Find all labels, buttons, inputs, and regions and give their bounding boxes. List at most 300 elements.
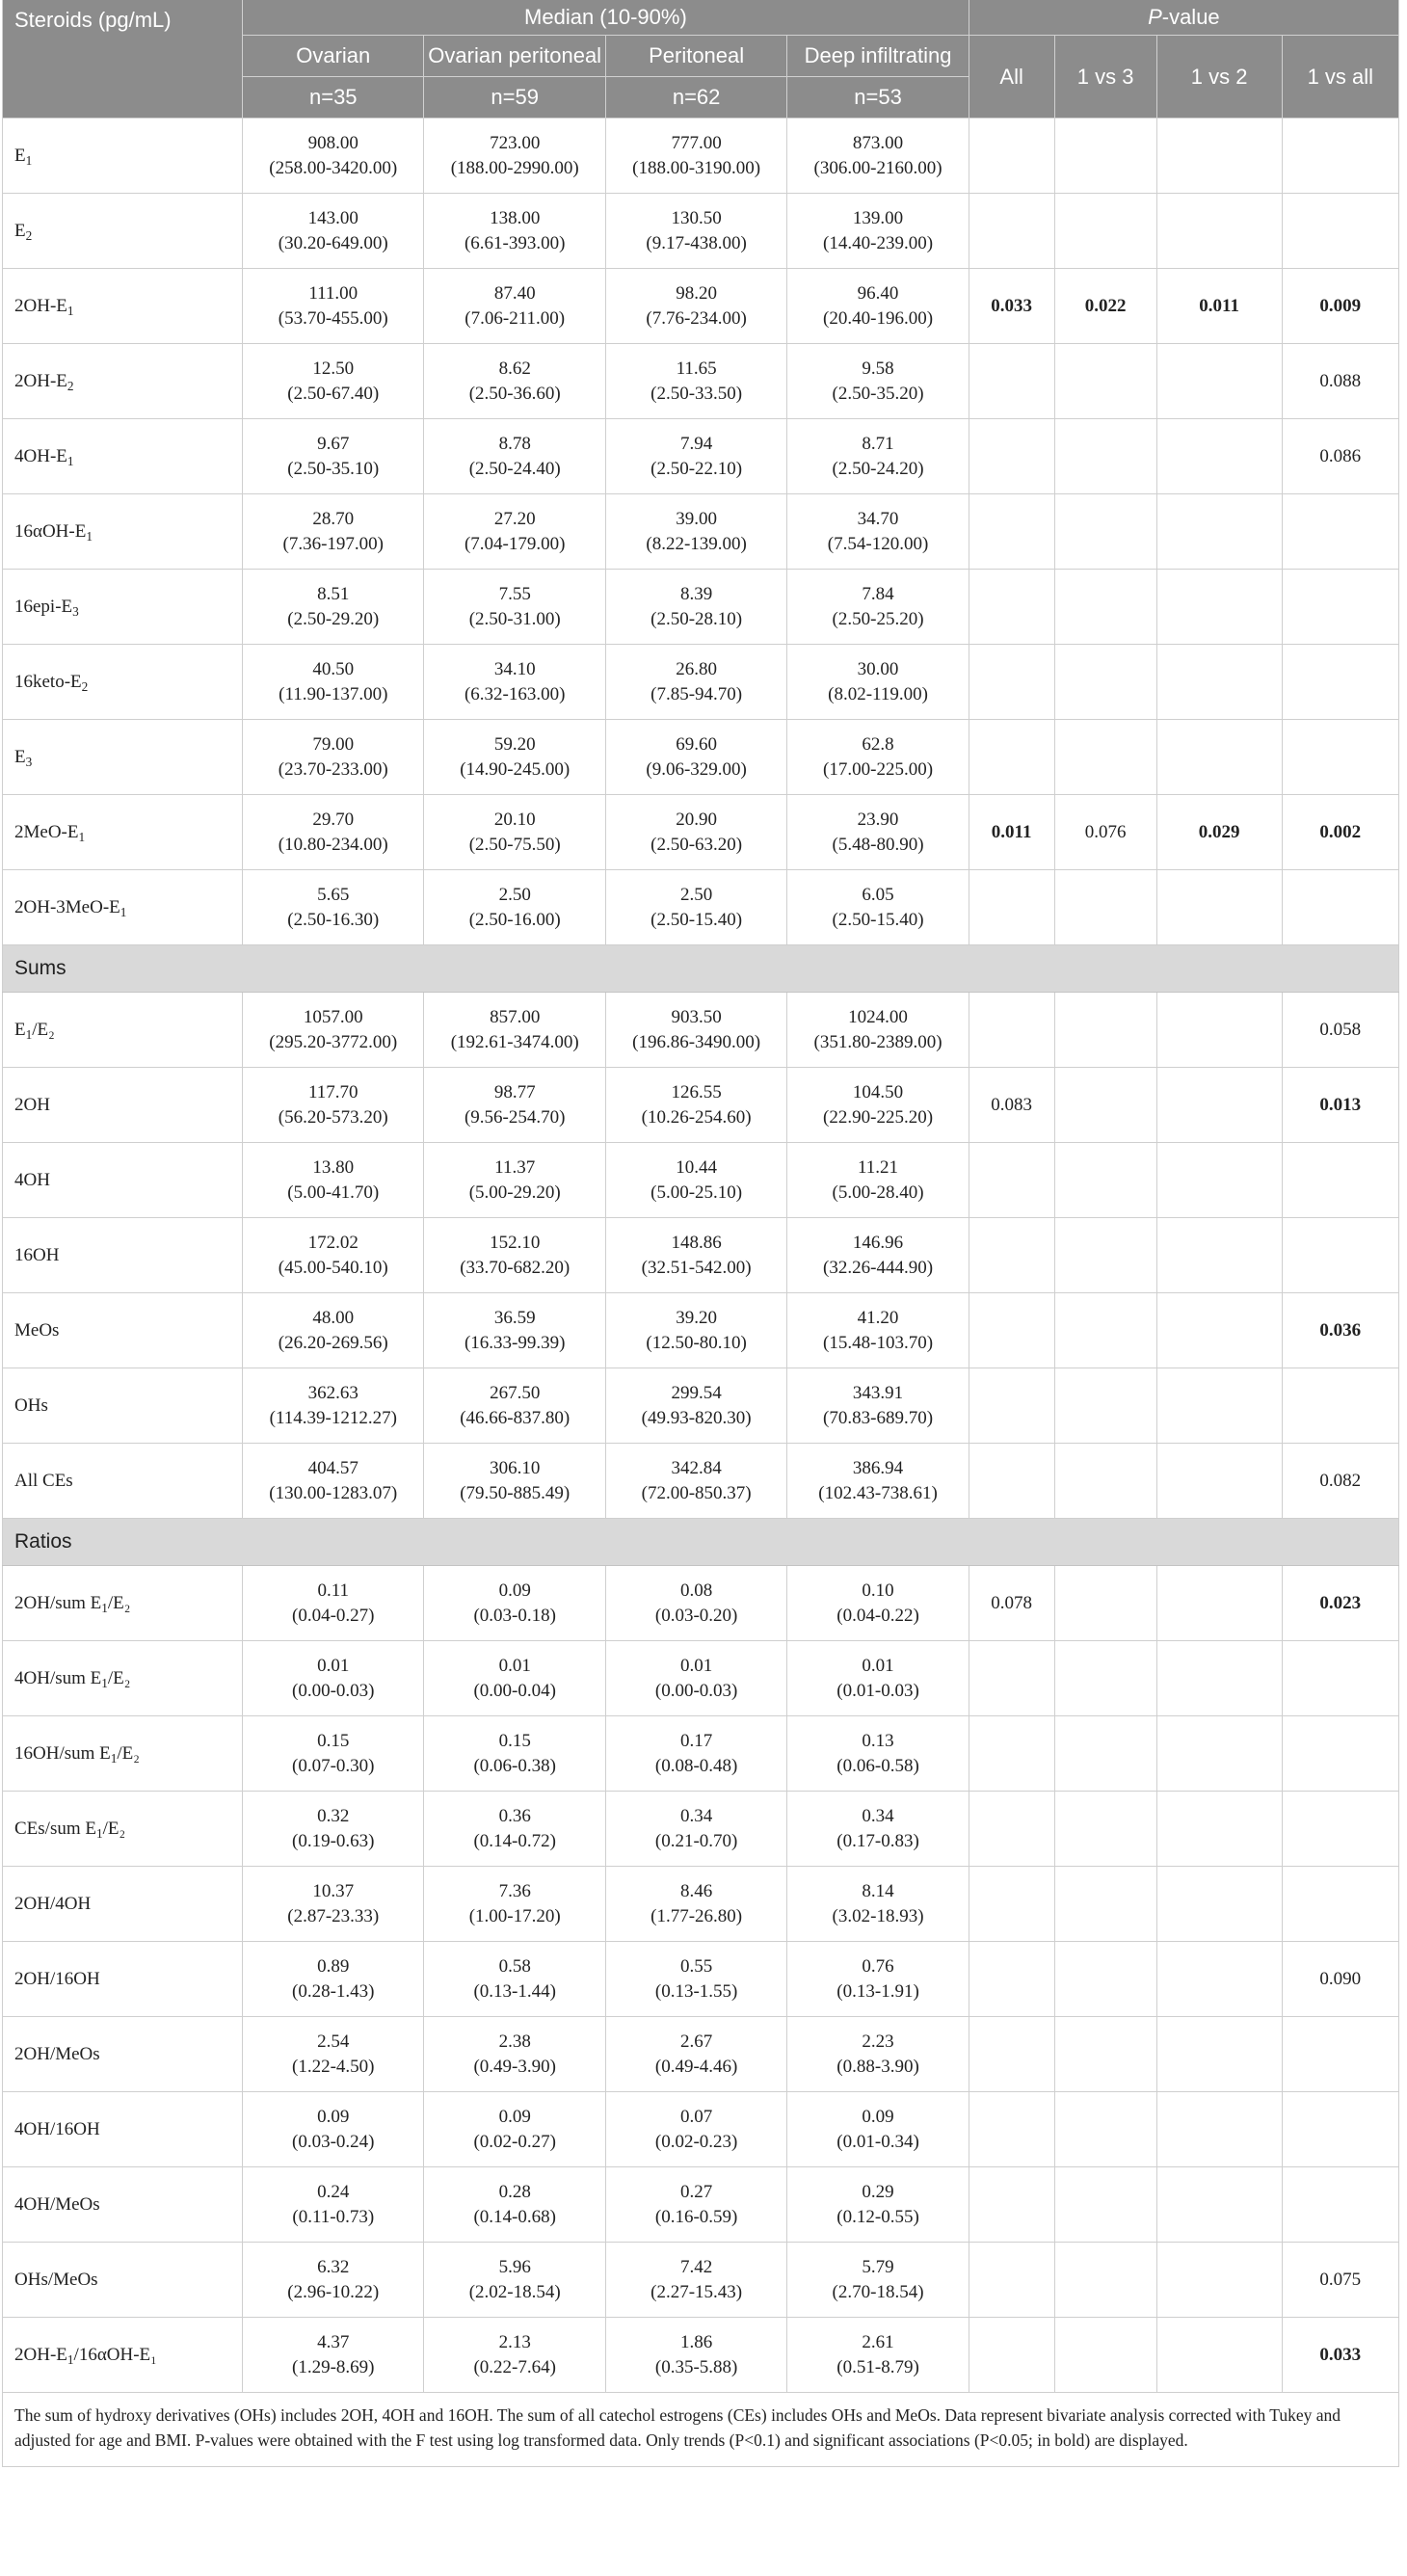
range-value: (2.50-22.10) xyxy=(650,458,743,479)
pvalue-cell xyxy=(1282,1218,1398,1293)
pvalue-cell xyxy=(969,1641,1054,1716)
median-value: 857.00 xyxy=(490,1006,541,1027)
row-label-text: 4OH/sum E xyxy=(14,1667,102,1688)
median-cell xyxy=(605,1641,786,1716)
median-value: 0.07 xyxy=(679,2106,713,2127)
table-row xyxy=(3,993,1399,1068)
pvalue-cell xyxy=(1156,1368,1282,1444)
range-value: (2.50-29.20) xyxy=(287,608,380,629)
row-label-subscript: 1 xyxy=(86,528,93,544)
row-label xyxy=(3,119,243,194)
row-label xyxy=(3,1444,243,1519)
pvalue-cell xyxy=(1156,1068,1282,1143)
median-value: 23.90 xyxy=(857,809,899,830)
table-row xyxy=(3,1942,1399,2017)
pvalue-cell: 0.013 xyxy=(1282,1068,1398,1143)
range-value: (0.04-0.22) xyxy=(836,1605,919,1626)
pvalue-cell xyxy=(1156,1942,1282,2017)
row-label xyxy=(3,1641,243,1716)
median-cell xyxy=(605,1942,786,2017)
median-value: 0.11 xyxy=(317,1580,350,1601)
row-label-text: OHs xyxy=(14,1394,48,1416)
median-cell xyxy=(605,870,786,945)
count-ovarian-peritoneal: n=59 xyxy=(424,77,605,119)
median-cell xyxy=(605,1566,786,1641)
row-label xyxy=(3,1716,243,1792)
table-row xyxy=(3,1293,1399,1368)
pvalue-cell xyxy=(1282,119,1398,194)
pvalue-cell: 0.029 xyxy=(1156,795,1282,870)
median-value: 13.80 xyxy=(312,1156,355,1178)
median-cell xyxy=(243,344,424,419)
median-cell xyxy=(605,119,786,194)
pvalue-cell xyxy=(1282,1867,1398,1942)
median-value: 0.15 xyxy=(317,1730,350,1751)
pvalue-cell xyxy=(1282,570,1398,645)
median-value: 79.00 xyxy=(312,733,355,755)
range-value: (0.02-0.23) xyxy=(654,2131,738,2152)
pvalue-cell xyxy=(969,1942,1054,2017)
median-value: 87.40 xyxy=(493,282,536,304)
pvalue-cell xyxy=(1282,1143,1398,1218)
median-value: 126.55 xyxy=(671,1081,722,1102)
row-label-text: E xyxy=(14,1019,26,1040)
pvalue-cell xyxy=(1054,1444,1156,1519)
row-label xyxy=(3,1867,243,1942)
pvalue-cell xyxy=(1156,1641,1282,1716)
table-row xyxy=(3,2017,1399,2092)
pvalue-cell xyxy=(1282,494,1398,570)
range-value: (53.70-455.00) xyxy=(278,307,388,329)
pvalue-cell xyxy=(969,570,1054,645)
row-label-text: 2MeO-E xyxy=(14,821,79,842)
median-value: 0.34 xyxy=(862,1805,894,1826)
range-value: (188.00-2990.00) xyxy=(450,157,579,178)
results-table-container xyxy=(2,0,1399,2467)
table-row xyxy=(3,1867,1399,1942)
pvalue-col-1vs2: 1 vs 2 xyxy=(1156,36,1282,119)
median-value: 908.00 xyxy=(307,132,358,153)
row-label xyxy=(3,1566,243,1641)
median-value: 1024.00 xyxy=(848,1006,908,1027)
range-value: (5.00-41.70) xyxy=(287,1182,380,1203)
row-label-text: 16OH/sum E xyxy=(14,1742,111,1764)
pvalue-cell xyxy=(1156,2017,1282,2092)
row-label-subscript: 3 xyxy=(72,603,79,619)
pvalue-cell xyxy=(1282,1368,1398,1444)
range-value: (0.03-0.24) xyxy=(292,2131,375,2152)
section-sums-label: Sums xyxy=(3,945,1399,993)
pvalue-cell xyxy=(1282,720,1398,795)
median-value: 0.36 xyxy=(498,1805,531,1826)
pvalue-cell xyxy=(969,119,1054,194)
median-value: 8.46 xyxy=(679,1880,713,1901)
row-label-subscript: 3 xyxy=(25,754,33,769)
median-value: 0.89 xyxy=(317,1955,350,1977)
median-cell xyxy=(787,1867,969,1942)
pvalue-cell xyxy=(1156,419,1282,494)
range-value: (2.50-28.10) xyxy=(650,608,743,629)
median-cell xyxy=(243,993,424,1068)
row-label xyxy=(3,269,243,344)
table-row xyxy=(3,570,1399,645)
row-label-text: 4OH/MeOs xyxy=(14,2193,100,2215)
pvalue-cell xyxy=(1054,1716,1156,1792)
range-value: (0.07-0.30) xyxy=(292,1755,375,1776)
range-value: (10.26-254.60) xyxy=(641,1106,752,1128)
median-cell xyxy=(605,795,786,870)
table-footnote: The sum of hydroxy derivatives (OHs) includes 2OH, 4OH and 16OH. The sum of all catechol estrogens (CEs) includes OHs and MeOs. Data represent bivariate analysis corrected with Tukey and adjusted for age and BMI. P-values were obtained with the F test using log transformed data. Only trends (P<0.1) and significant associations (P<0.05; in bold) are displayed. xyxy=(2,2393,1399,2467)
median-value: 6.32 xyxy=(317,2256,350,2277)
median-cell xyxy=(605,2318,786,2393)
range-value: (0.28-1.43) xyxy=(292,1980,375,2002)
median-cell xyxy=(605,2017,786,2092)
median-value: 11.65 xyxy=(676,358,717,379)
row-label-subscript: 1 xyxy=(66,303,74,318)
range-value: (7.36-197.00) xyxy=(282,533,385,554)
pvalue-cell xyxy=(1156,1218,1282,1293)
median-cell xyxy=(787,344,969,419)
pvalue-cell: 0.090 xyxy=(1282,1942,1398,2017)
median-cell xyxy=(243,1792,424,1867)
pvalue-cell xyxy=(969,2318,1054,2393)
median-value: 138.00 xyxy=(490,207,541,228)
pvalue-cell xyxy=(1054,494,1156,570)
pvalue-cell xyxy=(1282,1641,1398,1716)
pvalue-cell: 0.088 xyxy=(1282,344,1398,419)
row-label xyxy=(3,645,243,720)
table-row xyxy=(3,1143,1399,1218)
range-value: (0.19-0.63) xyxy=(292,1830,375,1851)
median-value: 10.44 xyxy=(676,1156,717,1178)
section-ratios-label: Ratios xyxy=(3,1519,1399,1566)
row-label-subscript: 1 xyxy=(110,1750,118,1766)
median-value: 11.21 xyxy=(858,1156,899,1178)
row-label-suffix: /E₂ xyxy=(107,1667,131,1688)
pvalue-cell xyxy=(969,1143,1054,1218)
pvalue-cell xyxy=(1156,570,1282,645)
range-value: (1.77-26.80) xyxy=(650,1905,743,1926)
median-cell xyxy=(605,1143,786,1218)
median-value: 0.09 xyxy=(498,2106,531,2127)
row-label-text: 4OH xyxy=(14,1169,50,1190)
median-cell xyxy=(787,1942,969,2017)
range-value: (33.70-682.20) xyxy=(460,1257,571,1278)
median-value: 0.09 xyxy=(862,2106,894,2127)
range-value: (0.13-1.55) xyxy=(654,1980,738,2002)
pvalue-cell xyxy=(1282,2092,1398,2167)
range-value: (5.00-25.10) xyxy=(650,1182,743,1203)
pvalue-cell xyxy=(1156,119,1282,194)
median-value: 152.10 xyxy=(490,1232,541,1253)
row-label xyxy=(3,494,243,570)
median-cell xyxy=(424,2167,605,2243)
median-value: 0.76 xyxy=(862,1955,894,1977)
median-cell xyxy=(787,1293,969,1368)
median-cell xyxy=(605,570,786,645)
table-row xyxy=(3,1716,1399,1792)
row-label-subscript: 1 xyxy=(101,1675,108,1690)
range-value: (16.33-99.39) xyxy=(464,1332,566,1353)
range-value: (2.50-24.40) xyxy=(468,458,561,479)
table-row xyxy=(3,870,1399,945)
median-value: 111.00 xyxy=(308,282,358,304)
row-label-subscript: 2 xyxy=(66,378,74,393)
range-value: (188.00-3190.00) xyxy=(632,157,761,178)
row-label-text: OHs/MeOs xyxy=(14,2269,98,2290)
median-cell xyxy=(787,494,969,570)
median-cell xyxy=(243,419,424,494)
table-row xyxy=(3,194,1399,269)
pvalue-cell: 0.022 xyxy=(1054,269,1156,344)
median-value: 34.70 xyxy=(857,508,899,529)
row-label xyxy=(3,2167,243,2243)
row-label-text: 16epi-E xyxy=(14,596,73,617)
pvalue-cell xyxy=(1156,494,1282,570)
range-value: (11.90-137.00) xyxy=(279,683,388,704)
range-value: (192.61-3474.00) xyxy=(450,1031,579,1052)
row-label xyxy=(3,2243,243,2318)
count-ovarian: n=35 xyxy=(243,77,424,119)
median-cell xyxy=(424,2243,605,2318)
median-cell xyxy=(243,2092,424,2167)
range-value: (2.50-15.40) xyxy=(650,909,743,930)
range-value: (2.50-31.00) xyxy=(468,608,561,629)
median-value: 117.70 xyxy=(308,1081,358,1102)
median-value: 7.36 xyxy=(498,1880,531,1901)
row-label-text: 4OH/16OH xyxy=(14,2118,100,2139)
pvalue-cell: 0.075 xyxy=(1282,2243,1398,2318)
median-cell xyxy=(605,2167,786,2243)
pvalue-cell xyxy=(1156,1792,1282,1867)
pvalue-cell xyxy=(1054,1143,1156,1218)
median-cell xyxy=(243,2017,424,2092)
median-value: 2.38 xyxy=(498,2031,531,2052)
median-value: 0.58 xyxy=(498,1955,531,1977)
median-value: 20.10 xyxy=(493,809,536,830)
median-cell xyxy=(787,419,969,494)
range-value: (5.48-80.90) xyxy=(832,834,924,855)
median-value: 0.08 xyxy=(679,1580,713,1601)
range-value: (130.00-1283.07) xyxy=(269,1482,398,1503)
median-cell xyxy=(243,194,424,269)
median-value: 362.63 xyxy=(307,1382,358,1403)
range-value: (2.87-23.33) xyxy=(287,1905,380,1926)
range-value: (22.90-225.20) xyxy=(823,1106,934,1128)
median-cell xyxy=(424,1293,605,1368)
pvalue-cell xyxy=(969,1716,1054,1792)
range-value: (46.66-837.80) xyxy=(460,1407,571,1428)
pvalue-cell xyxy=(969,1218,1054,1293)
pvalue-cell xyxy=(1054,2167,1156,2243)
table-body xyxy=(3,119,1399,2393)
median-value: 96.40 xyxy=(857,282,899,304)
row-label xyxy=(3,1942,243,2017)
pvalue-group-header xyxy=(969,0,1398,36)
pvalue-col-1vsall: 1 vs all xyxy=(1282,36,1398,119)
median-cell xyxy=(424,720,605,795)
median-cell xyxy=(787,1143,969,1218)
range-value: (0.06-0.58) xyxy=(836,1755,919,1776)
group-header-peritoneal: Peritoneal xyxy=(605,36,786,77)
median-cell xyxy=(243,645,424,720)
range-value: (70.83-689.70) xyxy=(823,1407,934,1428)
median-value: 299.54 xyxy=(671,1382,722,1403)
range-value: (0.16-0.59) xyxy=(654,2206,738,2227)
pvalue-cell xyxy=(1054,2017,1156,2092)
range-value: (17.00-225.00) xyxy=(823,758,934,780)
pvalue-cell xyxy=(969,1867,1054,1942)
median-cell xyxy=(424,1068,605,1143)
pvalue-cell xyxy=(1054,2092,1156,2167)
median-value: 777.00 xyxy=(671,132,722,153)
range-value: (15.48-103.70) xyxy=(823,1332,934,1353)
median-cell xyxy=(787,194,969,269)
median-value: 7.84 xyxy=(862,583,894,604)
range-value: (102.43-738.61) xyxy=(818,1482,938,1503)
median-value: 29.70 xyxy=(312,809,355,830)
range-value: (0.49-4.46) xyxy=(654,2056,738,2077)
range-value: (2.96-10.22) xyxy=(287,2281,380,2302)
row-label xyxy=(3,1368,243,1444)
row-label-subscript: 1 xyxy=(66,453,74,468)
median-cell xyxy=(605,269,786,344)
median-cell xyxy=(424,1867,605,1942)
range-value: (9.17-438.00) xyxy=(646,232,747,253)
median-value: 172.02 xyxy=(307,1232,358,1253)
row-label-text: 16keto-E xyxy=(14,671,82,692)
range-value: (14.40-239.00) xyxy=(823,232,934,253)
median-cell xyxy=(243,1068,424,1143)
pvalue-cell xyxy=(1054,1218,1156,1293)
pvalue-cell xyxy=(969,1293,1054,1368)
median-value: 873.00 xyxy=(852,132,904,153)
median-cell xyxy=(787,993,969,1068)
median-cell xyxy=(787,1368,969,1444)
row-label-text: All CEs xyxy=(14,1470,73,1491)
range-value: (196.86-3490.00) xyxy=(632,1031,761,1052)
range-value: (306.00-2160.00) xyxy=(813,157,942,178)
median-cell xyxy=(424,1641,605,1716)
median-value: 2.61 xyxy=(862,2331,894,2352)
range-value: (2.50-16.00) xyxy=(468,909,561,930)
pvalue-cell xyxy=(1156,1444,1282,1519)
median-value: 98.77 xyxy=(493,1081,536,1102)
pvalue-cell xyxy=(969,2017,1054,2092)
table-row xyxy=(3,1368,1399,1444)
pvalue-cell xyxy=(1156,993,1282,1068)
median-value: 2.50 xyxy=(498,884,531,905)
pvalue-cell: 0.078 xyxy=(969,1566,1054,1641)
range-value: (1.22-4.50) xyxy=(292,2056,375,2077)
pvalue-cell xyxy=(1054,645,1156,720)
pvalue-cell xyxy=(1156,1143,1282,1218)
median-value: 7.55 xyxy=(498,583,531,604)
median-value: 0.15 xyxy=(498,1730,531,1751)
median-value: 7.42 xyxy=(679,2256,713,2277)
pvalue-cell xyxy=(1156,2243,1282,2318)
median-cell xyxy=(243,2167,424,2243)
pvalue-label-rest: -value xyxy=(1161,5,1220,29)
median-value: 98.20 xyxy=(676,282,717,304)
median-value: 69.60 xyxy=(676,733,717,755)
range-value: (12.50-80.10) xyxy=(646,1332,747,1353)
range-value: (1.29-8.69) xyxy=(292,2356,375,2377)
table-row xyxy=(3,720,1399,795)
range-value: (2.50-75.50) xyxy=(468,834,561,855)
median-cell xyxy=(424,344,605,419)
row-label xyxy=(3,870,243,945)
range-value: (1.00-17.20) xyxy=(468,1905,561,1926)
section-ratios xyxy=(3,1519,1399,1566)
range-value: (2.50-63.20) xyxy=(650,834,743,855)
median-value: 143.00 xyxy=(307,207,358,228)
range-value: (258.00-3420.00) xyxy=(269,157,398,178)
range-value: (0.49-3.90) xyxy=(473,2056,556,2077)
pvalue-cell: 0.002 xyxy=(1282,795,1398,870)
pvalue-cell xyxy=(1282,194,1398,269)
row-label-subscript: 1 xyxy=(78,829,86,844)
range-value: (10.80-234.00) xyxy=(278,834,388,855)
pvalue-cell: 0.023 xyxy=(1282,1566,1398,1641)
row-label-suffix: /16αOH-E₁ xyxy=(73,2344,157,2365)
row-label-text: 2OH/4OH xyxy=(14,1893,92,1914)
pvalue-cell xyxy=(969,419,1054,494)
pvalue-cell xyxy=(1054,1068,1156,1143)
pvalue-italic-p: P xyxy=(1148,5,1162,29)
median-value: 41.20 xyxy=(857,1307,899,1328)
range-value: (2.50-35.10) xyxy=(287,458,380,479)
median-value: 26.80 xyxy=(676,658,717,679)
range-value: (8.02-119.00) xyxy=(828,683,928,704)
median-value: 386.94 xyxy=(852,1457,904,1478)
median-value: 48.00 xyxy=(312,1307,355,1328)
median-cell xyxy=(424,494,605,570)
table-row xyxy=(3,2243,1399,2318)
pvalue-cell xyxy=(969,2092,1054,2167)
median-cell xyxy=(787,1566,969,1641)
median-cell xyxy=(424,269,605,344)
median-cell xyxy=(243,1143,424,1218)
pvalue-cell xyxy=(969,194,1054,269)
median-value: 306.10 xyxy=(490,1457,541,1478)
median-cell xyxy=(243,494,424,570)
table-header xyxy=(3,0,1399,119)
range-value: (45.00-540.10) xyxy=(278,1257,388,1278)
median-value: 2.54 xyxy=(317,2031,350,2052)
row-label xyxy=(3,194,243,269)
range-value: (5.00-29.20) xyxy=(468,1182,561,1203)
pvalue-cell xyxy=(1156,2167,1282,2243)
median-value: 0.27 xyxy=(679,2181,713,2202)
range-value: (26.20-269.56) xyxy=(278,1332,388,1353)
range-value: (0.00-0.04) xyxy=(473,1680,556,1701)
pvalue-cell xyxy=(1156,720,1282,795)
pvalue-cell xyxy=(1054,194,1156,269)
median-cell xyxy=(424,993,605,1068)
median-value: 139.00 xyxy=(852,207,904,228)
median-value: 148.86 xyxy=(671,1232,722,1253)
median-value: 0.09 xyxy=(498,1580,531,1601)
row-label-text: 16OH xyxy=(14,1244,60,1265)
row-label-text: E xyxy=(14,746,26,767)
row-label xyxy=(3,1143,243,1218)
range-value: (2.50-35.20) xyxy=(832,383,924,404)
median-value: 0.10 xyxy=(862,1580,894,1601)
median-value: 1.86 xyxy=(679,2331,713,2352)
pvalue-cell xyxy=(1156,1716,1282,1792)
range-value: (0.17-0.83) xyxy=(836,1830,919,1851)
